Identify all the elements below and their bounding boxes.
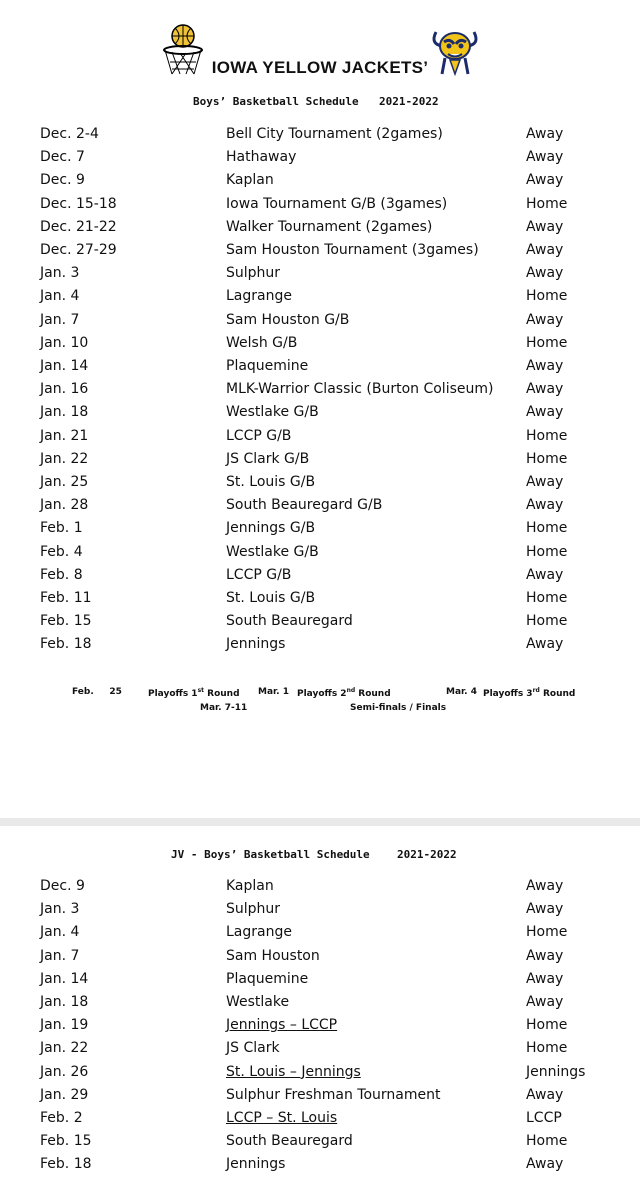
game-date: Jan. 19: [40, 1017, 89, 1034]
game-location: Away: [526, 1086, 564, 1103]
game-date: Dec. 2-4: [40, 126, 99, 142]
table-row: [0, 474, 640, 496]
game-location: Away: [526, 381, 564, 398]
table-row: [0, 126, 640, 148]
game-date: Jan. 16: [40, 381, 89, 398]
game-date: Feb. 4: [40, 543, 83, 560]
game-date: Jan. 22: [40, 1040, 89, 1057]
game-location: Away: [526, 901, 564, 918]
game-date: Jan. 14: [40, 358, 89, 374]
game-location: Jennings: [526, 1063, 586, 1080]
playoff-round1-date: Feb. 25: [72, 687, 122, 697]
game-opponent: Jennings: [226, 636, 286, 653]
table-row: [0, 196, 640, 218]
game-opponent: Jennings – LCCP: [226, 1017, 338, 1034]
game-location: Away: [526, 311, 564, 328]
game-location: Away: [526, 358, 564, 374]
game-opponent: LCCP G/B: [226, 566, 292, 583]
game-date: Jan. 29: [40, 1086, 89, 1103]
game-location: Home: [526, 613, 568, 630]
game-date: Jan. 4: [40, 924, 80, 941]
table-row: [0, 1040, 640, 1062]
game-location: Away: [526, 994, 564, 1010]
game-opponent: LCCP – St. Louis: [226, 1110, 338, 1126]
game-location: Home: [526, 450, 568, 467]
game-date: Jan. 22: [40, 450, 89, 467]
table-row: [0, 428, 640, 450]
game-opponent: JS Clark: [226, 1040, 280, 1057]
game-date: Jan. 3: [40, 901, 80, 918]
game-location: Home: [526, 427, 568, 444]
table-row: [0, 994, 640, 1016]
game-opponent: Kaplan: [226, 172, 274, 189]
game-opponent: South Beauregard: [226, 1133, 353, 1150]
game-location: Away: [526, 947, 564, 964]
game-opponent: Sulphur Freshman Tournament: [226, 1086, 441, 1103]
game-opponent: Westlake G/B: [226, 543, 319, 560]
table-row: [0, 1017, 640, 1039]
table-row: [0, 242, 640, 264]
game-date: Feb. 2: [40, 1110, 83, 1126]
game-date: Jan. 14: [40, 970, 89, 987]
game-date: Jan. 18: [40, 404, 89, 421]
game-location: Home: [526, 334, 568, 351]
game-location: Away: [526, 242, 564, 258]
table-row: [0, 1110, 640, 1132]
table-row: [0, 1064, 640, 1086]
game-opponent: Jennings: [226, 1156, 286, 1173]
finals-label: Semi-finals / Finals: [350, 703, 447, 713]
schedule-subtitle: Boys’ Basketball Schedule: [193, 95, 359, 108]
jv-schedule-season: 2021-2022: [397, 848, 457, 861]
game-opponent: Walker Tournament (2games): [226, 218, 433, 235]
game-opponent: MLK-Warrior Classic (Burton Coliseum): [226, 381, 494, 398]
table-row: [0, 451, 640, 473]
game-location: Home: [526, 520, 568, 537]
game-opponent: Jennings G/B: [226, 520, 316, 537]
game-date: Feb. 15: [40, 613, 92, 630]
game-location: Home: [526, 543, 568, 560]
playoff-round3: Playoffs 3rd Round: [483, 687, 576, 699]
game-opponent: Kaplan: [226, 878, 274, 894]
game-date: Feb. 18: [40, 1156, 92, 1173]
table-row: [0, 1156, 640, 1178]
game-opponent: St. Louis G/B: [226, 590, 316, 606]
table-row: [0, 971, 640, 993]
game-location: Away: [526, 566, 564, 583]
game-date: Jan. 4: [40, 288, 80, 305]
finals-date: Mar. 7-11: [200, 703, 248, 713]
game-location: Away: [526, 970, 564, 987]
table-row: [0, 404, 640, 426]
table-row: [0, 948, 640, 970]
game-opponent: South Beauregard: [226, 613, 353, 630]
game-opponent: Lagrange: [226, 924, 292, 941]
playoff-round3-date: Mar. 4: [446, 687, 477, 697]
table-row: [0, 265, 640, 287]
game-date: Dec. 7: [40, 149, 85, 166]
table-row: [0, 335, 640, 357]
table-row: [0, 497, 640, 519]
game-date: Jan. 25: [40, 474, 89, 490]
table-row: [0, 878, 640, 900]
table-row: [0, 590, 640, 612]
game-date: Feb. 18: [40, 636, 92, 653]
game-date: Dec. 15-18: [40, 195, 117, 212]
game-opponent: LCCP G/B: [226, 427, 292, 444]
game-opponent: Sam Houston Tournament (3games): [226, 242, 479, 258]
game-date: Jan. 18: [40, 994, 89, 1010]
table-row: [0, 381, 640, 403]
game-location: Home: [526, 1133, 568, 1150]
table-row: [0, 1133, 640, 1155]
game-date: Feb. 15: [40, 1133, 92, 1150]
game-opponent: Westlake G/B: [226, 404, 319, 421]
game-opponent: Welsh G/B: [226, 334, 298, 351]
game-date: Dec. 9: [40, 878, 85, 894]
page-title: IOWA YELLOW JACKETS’: [211, 58, 429, 77]
game-location: Away: [526, 265, 564, 282]
game-location: Home: [526, 288, 568, 305]
game-opponent: Sam Houston G/B: [226, 311, 350, 328]
table-row: [0, 172, 640, 194]
playoff-round1: Playoffs 1st Round: [148, 687, 240, 699]
game-date: Jan. 28: [40, 497, 89, 514]
game-date: Jan. 26: [40, 1063, 89, 1080]
table-row: [0, 613, 640, 635]
game-location: Home: [526, 590, 568, 606]
game-opponent: St. Louis G/B: [226, 474, 316, 490]
game-location: Home: [526, 1040, 568, 1057]
table-row: [0, 901, 640, 923]
game-location: Away: [526, 149, 564, 166]
table-row: [0, 924, 640, 946]
game-date: Jan. 7: [40, 311, 80, 328]
game-opponent: Westlake: [226, 994, 290, 1010]
game-date: Dec. 21-22: [40, 218, 117, 235]
table-row: [0, 520, 640, 542]
jv-schedule-subtitle: JV - Boys’ Basketball Schedule: [171, 848, 370, 861]
game-opponent: St. Louis – Jennings: [226, 1063, 361, 1080]
game-date: Dec. 9: [40, 172, 85, 189]
game-location: Home: [526, 1017, 568, 1034]
game-opponent: Iowa Tournament G/B (3games): [226, 195, 448, 212]
table-row: [0, 149, 640, 171]
game-date: Jan. 21: [40, 427, 89, 444]
game-date: Dec. 27-29: [40, 242, 117, 258]
playoff-round2: Playoffs 2nd Round: [297, 687, 391, 699]
table-row: [0, 567, 640, 589]
game-opponent: Bell City Tournament (2games): [226, 126, 443, 142]
playoff-round2-date: Mar. 1: [258, 687, 289, 697]
game-opponent: Plaquemine: [226, 358, 309, 374]
game-location: Home: [526, 195, 568, 212]
game-location: LCCP: [526, 1110, 562, 1126]
schedule-season: 2021-2022: [379, 95, 439, 108]
game-location: Away: [526, 474, 564, 490]
game-opponent: Sulphur: [226, 901, 281, 918]
table-row: [0, 1087, 640, 1109]
game-location: Away: [526, 218, 564, 235]
table-row: [0, 636, 640, 658]
game-location: Home: [526, 924, 568, 941]
game-location: Away: [526, 878, 564, 894]
table-row: [0, 544, 640, 566]
game-opponent: Lagrange: [226, 288, 292, 305]
table-row: [0, 219, 640, 241]
table-row: [0, 358, 640, 380]
game-date: Jan. 3: [40, 265, 80, 282]
game-date: Feb. 11: [40, 590, 92, 606]
table-row: [0, 312, 640, 334]
game-date: Jan. 10: [40, 334, 89, 351]
game-opponent: Plaquemine: [226, 970, 309, 987]
game-opponent: Hathaway: [226, 149, 297, 166]
game-date: Feb. 1: [40, 520, 83, 537]
game-location: Away: [526, 126, 564, 142]
game-location: Away: [526, 1156, 564, 1173]
jv-schedule-page: [0, 826, 640, 1200]
game-opponent: Sam Houston: [226, 947, 320, 964]
game-opponent: South Beauregard G/B: [226, 497, 383, 514]
game-location: Away: [526, 404, 564, 421]
game-date: Feb. 8: [40, 566, 83, 583]
game-location: Away: [526, 497, 564, 514]
game-location: Away: [526, 172, 564, 189]
game-opponent: Sulphur: [226, 265, 281, 282]
game-opponent: JS Clark G/B: [226, 450, 310, 467]
game-location: Away: [526, 636, 564, 653]
table-row: [0, 288, 640, 310]
game-date: Jan. 7: [40, 947, 80, 964]
